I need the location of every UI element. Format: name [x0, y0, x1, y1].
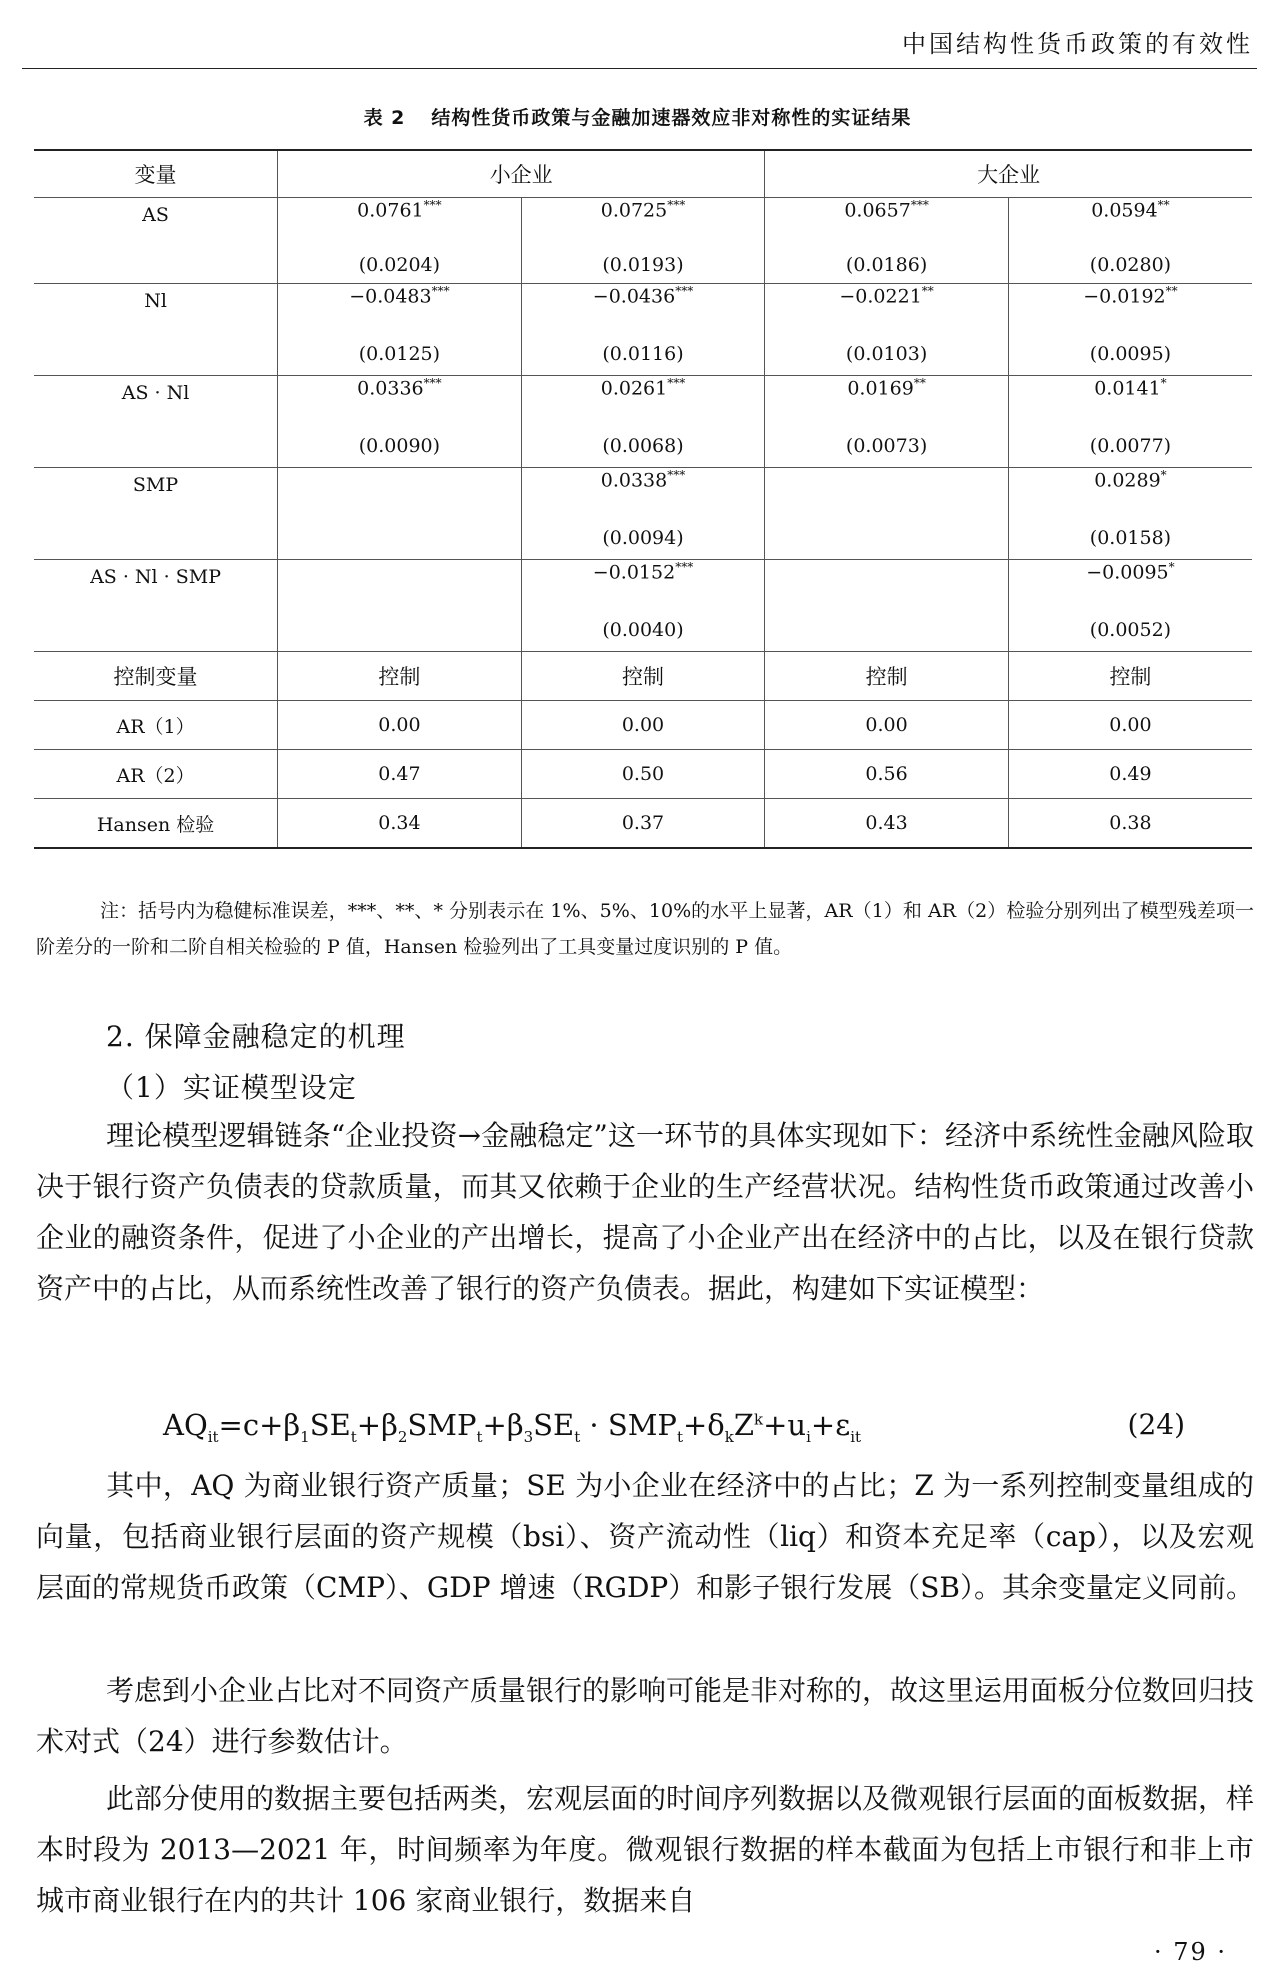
coefficient-cell	[1008, 376, 1252, 425]
standard-error-cell: (0.0280)	[1008, 246, 1252, 284]
standard-error-cell: (0.0090)	[278, 424, 522, 468]
significance-stars: ***	[423, 376, 442, 390]
stat-label: AR（1）	[34, 701, 278, 750]
paragraph-3	[36, 1665, 1254, 1767]
standard-error-cell	[278, 608, 522, 652]
significance-stars: ***	[910, 198, 929, 212]
table-note-text: 注：括号内为稳健标准误差，***、**、* 分别表示在 1%、5%、10%的水平上显著，AR（1）和 AR（2）检验分别列出了模型残差项一阶差分的一阶和二阶自相关检验的 P 值，Hansen 检验列出了工具变量过度识别的 P 值。	[36, 900, 1254, 958]
table-cell: 0.00	[521, 701, 765, 750]
coefficient-value: 0.0169	[847, 377, 914, 400]
table-cell: 控制	[1008, 652, 1252, 701]
coefficient-cell	[521, 198, 765, 247]
table-cell: 0.38	[1008, 799, 1252, 849]
table-caption	[0, 103, 1275, 130]
coefficient-value: −0.0152	[592, 561, 676, 584]
coefficient-value: 0.0289	[1094, 469, 1161, 492]
standard-error-cell: (0.0186)	[765, 246, 1009, 284]
variable-label: AS · Nl · SMP	[34, 560, 278, 652]
table-cell: 0.00	[1008, 701, 1252, 750]
standard-error-cell: (0.0094)	[521, 516, 765, 560]
table-cell: 0.43	[765, 799, 1009, 849]
significance-stars: **	[921, 284, 934, 298]
significance-stars: ***	[667, 468, 686, 482]
significance-stars: ***	[675, 560, 694, 574]
coefficient-cell	[1008, 284, 1252, 333]
standard-error-cell: (0.0193)	[521, 246, 765, 284]
header-rule	[22, 68, 1257, 69]
header-variable: 变量	[34, 150, 278, 198]
coefficient-cell	[1008, 560, 1252, 609]
coefficient-value: −0.0483	[349, 285, 432, 308]
standard-error-cell	[278, 516, 522, 560]
table-cell: 0.00	[278, 701, 522, 750]
standard-error-cell: (0.0052)	[1008, 608, 1252, 652]
coefficient-cell	[521, 284, 765, 333]
standard-error-cell: (0.0077)	[1008, 424, 1252, 468]
significance-stars: ***	[667, 376, 686, 390]
stat-label: AR（2）	[34, 750, 278, 799]
coefficient-value: −0.0192	[1083, 285, 1166, 308]
coefficient-cell	[765, 376, 1009, 425]
paragraph-4	[36, 1773, 1254, 1926]
table-cell: 0.56	[765, 750, 1009, 799]
significance-stars: **	[913, 376, 926, 390]
significance-stars: *	[1168, 560, 1175, 574]
standard-error-cell: (0.0158)	[1008, 516, 1252, 560]
standard-error-cell: (0.0204)	[278, 246, 522, 284]
table-cell: 0.34	[278, 799, 522, 849]
coefficient-cell	[521, 376, 765, 425]
table-cell: 控制	[521, 652, 765, 701]
variable-label: SMP	[34, 468, 278, 560]
header-small-firms: 小企业	[278, 150, 765, 198]
significance-stars: ***	[423, 198, 442, 212]
coefficient-cell	[278, 284, 522, 333]
table-cell: 0.50	[521, 750, 765, 799]
coefficient-cell	[278, 198, 522, 247]
significance-stars: ***	[675, 284, 694, 298]
page-number: · 79 ·	[1153, 1938, 1227, 1966]
coefficient-cell	[278, 376, 522, 425]
significance-stars: ***	[431, 284, 450, 298]
subsection-heading: （1）实证模型设定	[106, 1071, 357, 1104]
coefficient-value: 0.0594	[1091, 199, 1158, 222]
equation-24: $AQ_{it}=c+\beta_1SE_t+\beta_2SMP_t+\beta_3SE_t \cdot SMP_t+\delta_kZ^k+u_i+\varepsilon_{it}$	[163, 1408, 862, 1446]
paragraph-1-text: 理论模型逻辑链条“企业投资→金融稳定”这一环节的具体实现如下：经济中系统性金融风险取决于银行资产负债表的贷款质量，而其又依赖于企业的生产经营状况。结构性货币政策通过改善小企业的融资条件，促进了小企业的产出增长，提高了小企业产出在经济中的占比，以及在银行贷款资产中的占比，从而系统性改善了银行的资产负债表。据此，构建如下实证模型：	[36, 1119, 1254, 1305]
paragraph-1	[36, 1110, 1254, 1314]
standard-error-cell: (0.0125)	[278, 332, 522, 376]
coefficient-value: 0.0338	[600, 469, 668, 492]
coefficient-cell	[521, 468, 765, 517]
variable-label: AS	[34, 198, 278, 284]
paragraph-2-text: 其中，AQ 为商业银行资产质量；SE 为小企业在经济中的占比；Z 为一系列控制变量组成的向量，包括商业银行层面的资产规模（bsi）、资产流动性（liq）和资本充足率（cap），以及宏观层面的常规货币政策（CMP）、GDP 增速（RGDP）和影子银行发展（SB）。其余变量定义同前。	[36, 1469, 1254, 1604]
coefficient-cell	[521, 560, 765, 609]
variable-label: Nl	[34, 284, 278, 376]
section-heading: 2. 保障金融稳定的机理	[106, 1020, 406, 1053]
control-variables-label: 控制变量	[34, 652, 278, 701]
coefficient-value: 0.0761	[357, 199, 424, 222]
coefficient-cell	[278, 560, 522, 609]
standard-error-cell: (0.0073)	[765, 424, 1009, 468]
significance-stars: **	[1157, 198, 1170, 212]
standard-error-cell: (0.0040)	[521, 608, 765, 652]
coefficient-value: 0.0336	[357, 377, 424, 400]
coefficient-value: 0.0261	[600, 377, 668, 400]
coefficient-cell	[278, 468, 522, 517]
significance-stars: ***	[667, 198, 686, 212]
coefficient-value: 0.0141	[1094, 377, 1161, 400]
coefficient-cell	[765, 198, 1009, 247]
standard-error-cell	[765, 608, 1009, 652]
header-large-firms: 大企业	[765, 150, 1252, 198]
significance-stars: **	[1165, 284, 1178, 298]
paragraph-2	[36, 1460, 1254, 1613]
significance-stars: *	[1160, 376, 1167, 390]
table-cell: 0.00	[765, 701, 1009, 750]
paragraph-4-text: 此部分使用的数据主要包括两类，宏观层面的时间序列数据以及微观银行层面的面板数据，样本时段为 2013—2021 年，时间频率为年度。微观银行数据的样本截面为包括上市银行和非上市城市商业银行在内的共计 106 家商业银行，数据来自	[36, 1782, 1255, 1917]
coefficient-cell	[765, 560, 1009, 609]
coefficient-value: −0.0436	[592, 285, 676, 308]
coefficient-cell	[765, 284, 1009, 333]
coefficient-cell	[1008, 198, 1252, 247]
variable-label: AS · Nl	[34, 376, 278, 468]
table-note	[36, 893, 1254, 965]
table-cell: 0.49	[1008, 750, 1252, 799]
paragraph-3-text: 考虑到小企业占比对不同资产质量银行的影响可能是非对称的，故这里运用面板分位数回归技术对式（24）进行参数估计。	[36, 1674, 1255, 1758]
results-table	[34, 149, 1252, 849]
table-title: 结构性货币政策与金融加速器效应非对称性的实证结果	[431, 107, 912, 129]
coefficient-value: 0.0725	[600, 199, 668, 222]
coefficient-value: 0.0657	[844, 199, 911, 222]
coefficient-cell	[765, 468, 1009, 517]
table-number: 表 2	[363, 107, 406, 129]
standard-error-cell	[765, 516, 1009, 560]
standard-error-cell: (0.0095)	[1008, 332, 1252, 376]
stat-label: Hansen 检验	[34, 799, 278, 849]
running-header-title: 中国结构性货币政策的有效性	[902, 30, 1253, 58]
coefficient-value: −0.0221	[839, 285, 922, 308]
equation-number: (24)	[1127, 1408, 1185, 1441]
table-cell: 控制	[278, 652, 522, 701]
standard-error-cell: (0.0116)	[521, 332, 765, 376]
standard-error-cell: (0.0103)	[765, 332, 1009, 376]
coefficient-cell	[1008, 468, 1252, 517]
significance-stars: *	[1160, 468, 1167, 482]
table-cell: 0.47	[278, 750, 522, 799]
table-cell: 控制	[765, 652, 1009, 701]
coefficient-value: −0.0095	[1086, 561, 1169, 584]
standard-error-cell: (0.0068)	[521, 424, 765, 468]
table-cell: 0.37	[521, 799, 765, 849]
